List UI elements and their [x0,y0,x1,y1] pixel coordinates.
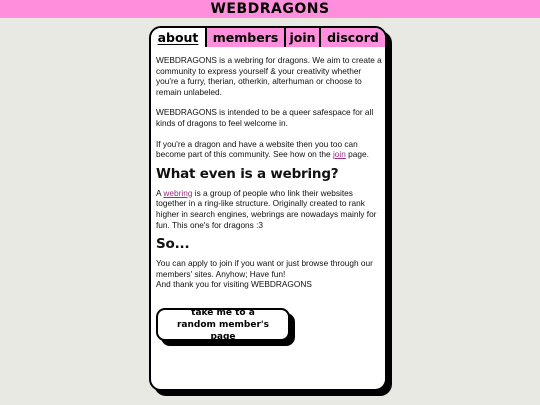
tab-members-label: members [212,30,279,45]
site-header [0,0,540,18]
random-member-button[interactable] [156,308,290,341]
join-text-before: If you're a dragon and have a website then you too can become part of this community. See how on the [156,138,358,160]
tab-discord[interactable] [319,28,385,47]
join-link[interactable]: join [332,149,346,160]
apply-paragraph: You can apply to join if you want or just browse through our members' sites. Anyhow; Have fun! [156,258,373,279]
tab-about-label: about [157,30,199,45]
thanks-paragraph: And thank you for visiting WEBDRAGONS [156,279,312,290]
random-member-button-label: take me to a random member's page [176,307,269,342]
tab-members[interactable] [205,28,284,47]
site-title: WEBDRAGONS [210,1,330,17]
webring-text-before: A [156,187,164,198]
about-content [156,55,384,290]
nav-tabs [151,28,385,47]
tab-join[interactable] [284,28,319,47]
webring-paragraph [156,188,384,230]
safespace-paragraph: WEBDRAGONS is intended to be a queer safespace for all kinds of dragons to feel welcome in. [156,107,374,128]
tab-discord-label: discord [327,30,379,45]
webring-link[interactable]: webring [163,187,193,198]
webring-text-after: is a group of people who link their websites together in a ring-like structure. Originally created to rank higher in search engines, webrings are nowadays mainly for fun. This one's for dragons :3 [156,187,377,230]
main-card [149,26,387,391]
tab-join-label: join [289,30,316,45]
join-text-after: page. [345,149,369,160]
so-heading: So... [156,236,190,253]
webring-heading: What even is a webring? [156,165,339,182]
tab-about[interactable] [151,28,205,47]
join-paragraph [156,139,384,160]
intro-paragraph: WEBDRAGONS is a webring for dragons. We aim to create a community to express yourself & your creativity whether you're a furry, therian, otherkin, alterhuman or choose to remain unlabeled. [156,55,382,97]
